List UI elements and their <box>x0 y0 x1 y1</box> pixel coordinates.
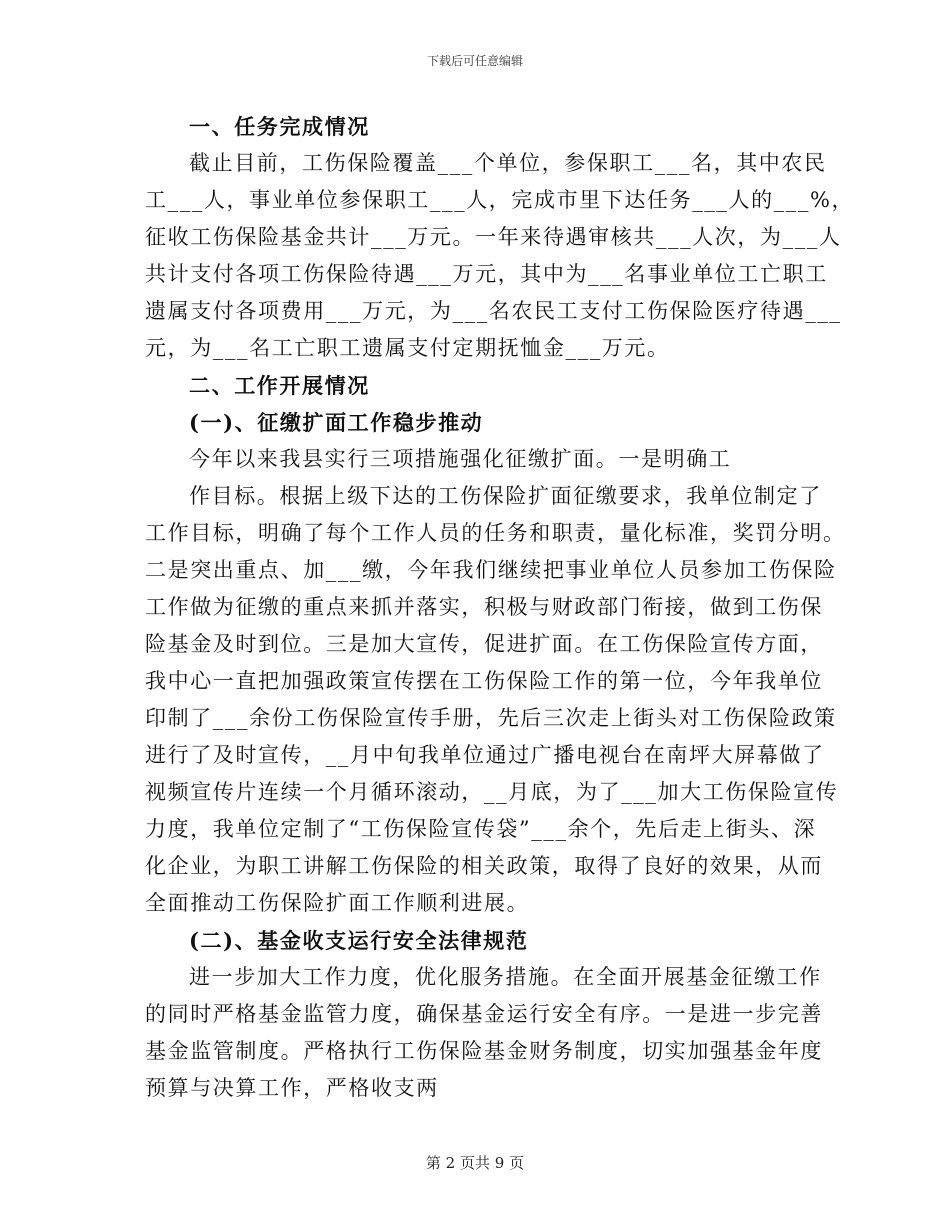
paragraph-line: 二是突出重点、加___缴，今年我们继续把事业单位人员参加工伤保险 <box>145 558 837 582</box>
paragraph-line: 险基金及时到位。三是加大宣传，促进扩面。在工伤保险宣传方面， <box>145 632 823 656</box>
document-body <box>145 108 855 1107</box>
paragraph-line: 基金监管制度。严格执行工伤保险基金财务制度，切实加强基金年度 <box>145 1039 823 1063</box>
paragraph-line: 化企业，为职工讲解工伤保险的相关政策，取得了良好的效果，从而 <box>145 854 823 878</box>
paragraph-line: 全面推动工伤保险扩面工作顺利进展。 <box>145 891 530 915</box>
paragraph-line: 进行了及时宣传，__月中旬我单位通过广播电视台在南坪大屏幕做了 <box>145 743 825 767</box>
paragraph-line: 我中心一直把加强政策宣传摆在工伤保险工作的第一位，今年我单位 <box>145 669 823 693</box>
paragraph-line: 遗属支付各项费用___万元，为___名农民工支付工伤保险医疗待遇___ <box>145 299 842 323</box>
paragraph-line: 视频宣传片连续一个月循环滚动，__月底，为了___加大工伤保险宣传 <box>145 780 839 804</box>
subsection-heading-fund-safety: (二)、基金收支运行安全法律规范 <box>189 928 529 953</box>
paragraph-line: 截止目前，工伤保险覆盖___个单位，参保职工___名，其中农民 <box>189 151 827 175</box>
paragraph-line: 工作做为征缴的重点来抓并落实，积极与财政部门衔接，做到工伤保 <box>145 595 823 619</box>
subsection-heading-collection-expansion: (一)、征缴扩面工作稳步推动 <box>189 410 484 435</box>
paragraph-line: 共计支付各项工伤保险待遇___万元，其中为___名事业单位工亡职工 <box>145 262 828 286</box>
paragraph-line: 力度，我单位定制了“工伤保险宣传袋”___余个，先后走上街头、深 <box>145 817 817 841</box>
paragraph-line: 预算与决算工作，严格收支两 <box>145 1076 439 1100</box>
paragraph-line: 征收工伤保险基金共计___万元。一年来待遇审核共___人次，为___人 <box>145 225 842 249</box>
page-header: 下载后可任意编辑 <box>426 54 523 68</box>
section-heading-task-completion: 一、任务完成情况 <box>189 114 370 139</box>
paragraph-line: 进一步加大工作力度，优化服务措施。在全面开展基金征缴工作 <box>189 965 822 989</box>
section-heading-work-progress: 二、工作开展情况 <box>189 373 370 398</box>
paragraph-line: 工___人，事业单位参保职工___人，完成市里下达任务___人的___%， <box>145 188 855 212</box>
paragraph-line: 元，为___名工亡职工遗属支付定期抚恤金___万元。 <box>145 336 670 360</box>
paragraph-line: 作目标。根据上级下达的工伤保险扩面征缴要求，我单位制定了 <box>189 484 822 508</box>
paragraph-line: 印制了___余份工伤保险宣传手册，先后三次走上街头对工伤保险政策 <box>145 706 837 730</box>
page-number: 第 2 页共 9 页 <box>425 1154 525 1172</box>
paragraph-line: 的同时严格基金监管力度，确保基金运行安全有序。一是进一步完善 <box>145 1002 823 1026</box>
paragraph-line: 今年以来我县实行三项措施强化征缴扩面。一是明确工 <box>189 447 732 471</box>
paragraph-line: 工作目标，明确了每个工作人员的任务和职责，量化标准，奖罚分明。 <box>145 521 846 545</box>
